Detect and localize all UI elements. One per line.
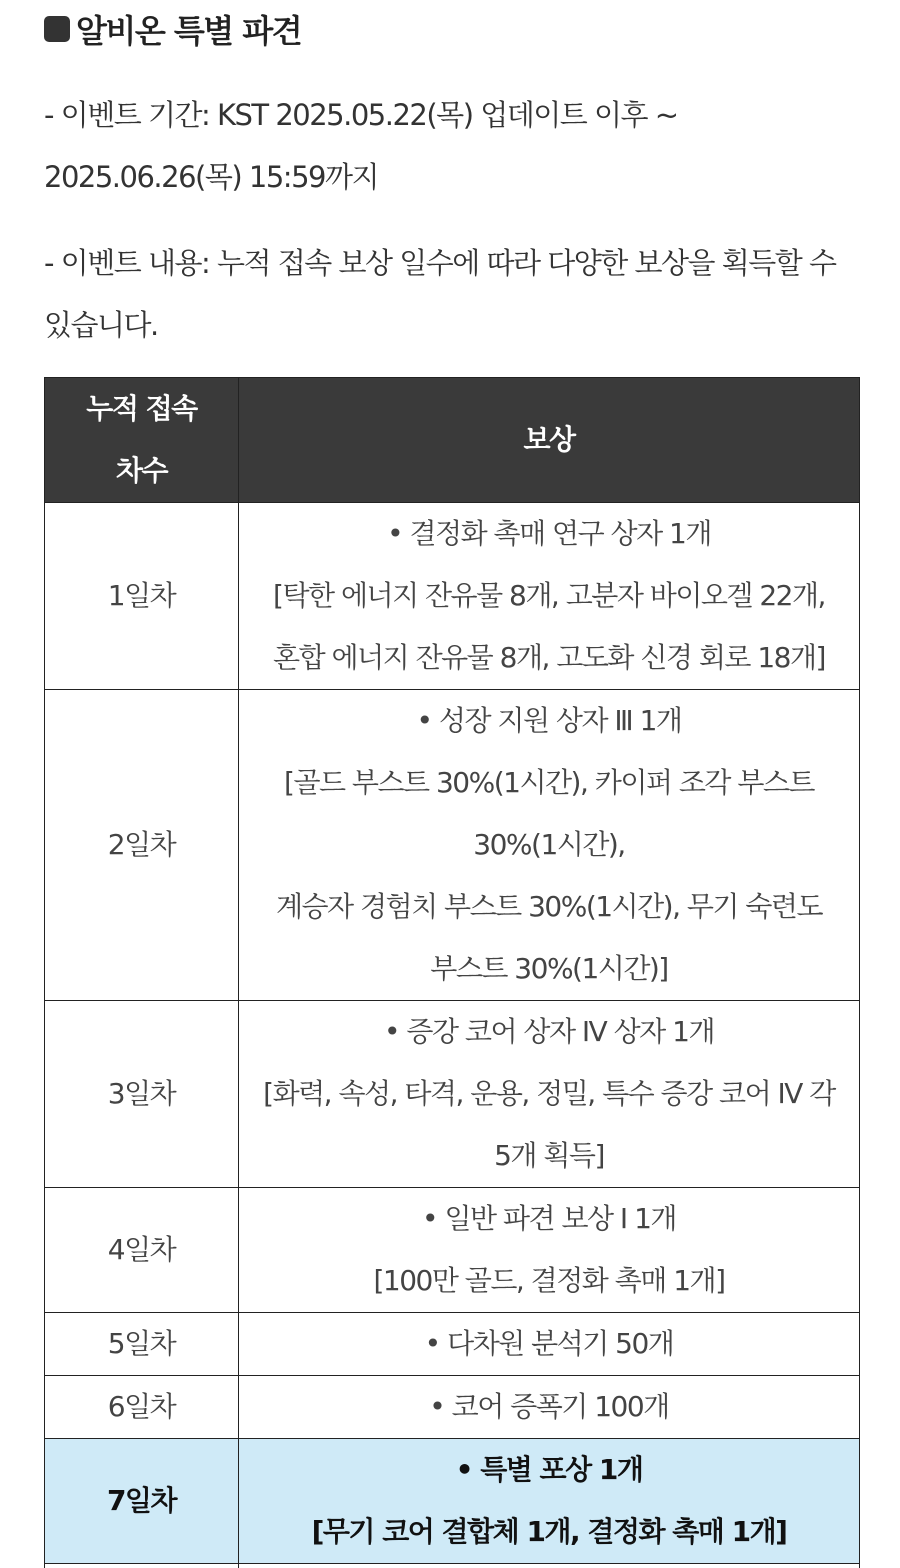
reward-line: • 다차원 분석기 50개: [424, 1327, 674, 1360]
table-row: [45, 1188, 860, 1313]
reward-line: [화력, 속성, 타격, 운용, 정밀, 특수 증강 코어 Ⅳ 각: [263, 1077, 835, 1110]
reward-line: • 코어 증폭기 100개: [429, 1390, 669, 1423]
reward-line: • 결정화 촉매 연구 상자 1개: [387, 517, 711, 550]
reward-cell: [239, 690, 860, 1001]
reward-table: [44, 377, 860, 1568]
day-cell: 1일차: [45, 503, 239, 690]
header-reward: 보상: [239, 378, 860, 503]
day-cell-empty: [45, 1564, 239, 1568]
table-header-row: [45, 378, 860, 503]
section-title-text: 알비온 특별 파견: [76, 12, 302, 50]
reward-line: 부스트 30%(1시간)]: [430, 952, 668, 985]
day-cell: 5일차: [45, 1313, 239, 1376]
reward-line: [100만 골드, 결정화 촉매 1개]: [373, 1264, 725, 1297]
reward-line: 30%(1시간),: [473, 828, 625, 861]
header-day: [45, 378, 239, 503]
reward-line: [탁한 에너지 잔유물 8개, 고분자 바이오겔 22개,: [273, 579, 825, 612]
header-day-line1: 누적 접속: [86, 392, 197, 425]
reward-cell: [239, 1001, 860, 1188]
table-row: [45, 503, 860, 690]
day-cell: 4일차: [45, 1188, 239, 1313]
reward-cell-empty: [239, 1564, 860, 1568]
table-row: [45, 1001, 860, 1188]
reward-line: 5개 획득]: [494, 1139, 604, 1172]
day-cell: 7일차: [45, 1439, 239, 1564]
table-row-partial: [45, 1564, 860, 1568]
reward-line: [무기 코어 결합체 1개, 결정화 촉매 1개]: [311, 1515, 787, 1548]
reward-line: • 특별 포상 1개: [455, 1453, 643, 1486]
reward-cell: [239, 1439, 860, 1564]
reward-line: • 일반 파견 보상 Ⅰ 1개: [422, 1202, 676, 1235]
event-description-text: - 이벤트 내용: 누적 접속 보상 일수에 따라 다양한 보상을 획득할 수 있습니다.: [44, 246, 836, 342]
reward-cell: [239, 503, 860, 690]
table-row: [45, 1376, 860, 1439]
event-period-text: - 이벤트 기간: KST 2025.05.22(목) 업데이트 이후 ~ 2025.06.26(목) 15:59까지: [44, 98, 678, 194]
reward-line: 계승자 경험치 부스트 30%(1시간), 무기 숙련도: [275, 890, 823, 923]
header-day-line2: 차수: [115, 454, 168, 487]
reward-cell: [239, 1188, 860, 1313]
reward-line: 혼합 에너지 잔유물 8개, 고도화 신경 회로 18개]: [273, 641, 825, 674]
reward-cell: [239, 1376, 860, 1439]
reward-line: [골드 부스트 30%(1시간), 카이퍼 조각 부스트: [284, 766, 814, 799]
table-row: [45, 1313, 860, 1376]
reward-line: • 성장 지원 상자 Ⅲ 1개: [416, 704, 682, 737]
reward-cell: [239, 1313, 860, 1376]
table-row-highlighted: [45, 1439, 860, 1564]
day-cell: 3일차: [45, 1001, 239, 1188]
reward-line: • 증강 코어 상자 Ⅳ 상자 1개: [383, 1015, 714, 1048]
day-cell: 2일차: [45, 690, 239, 1001]
table-row: [45, 690, 860, 1001]
day-cell: 6일차: [45, 1376, 239, 1439]
section-title: [44, 6, 301, 52]
square-bullet-icon: [44, 16, 70, 42]
